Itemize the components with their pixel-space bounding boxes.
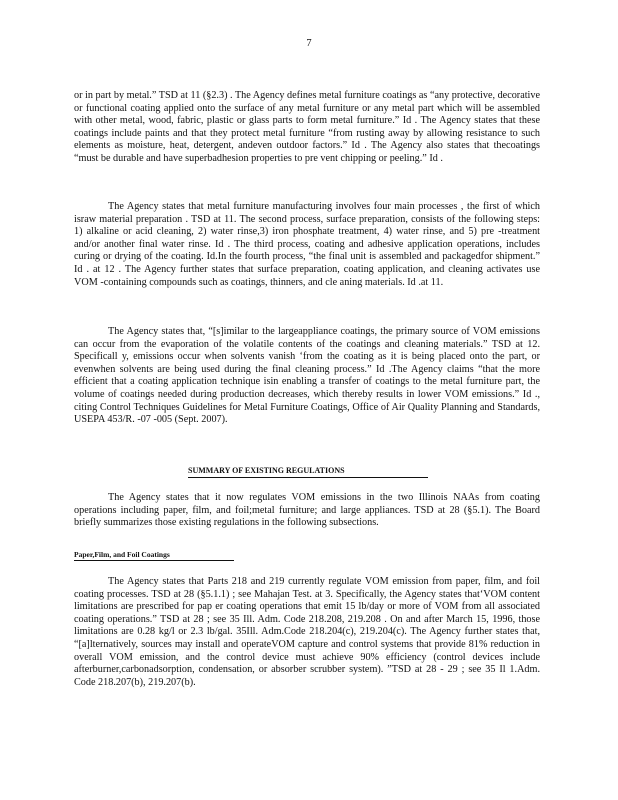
paragraph-voc-emission-sources: The Agency states that, “[s]imilar to the largeappliance coatings, the primary source of VOM emissions can occur from the evaporation of the volatile contents of the coatings and cleaning materials.” TSD at 12. Specificall y, emissions occur when solvents vanish ‘from the coating as it is being placed onto the part, or evenwhen solvents are being used during the final cleaning process.” Id .The Agency claims “that the more efficient that a coating application technique isin enabling a transfer of coatings to the metal furniture part, the volume of coatings needed during production decreases, which thereby results in lower VOM emissions.” Id ., citing Control Techniques Guidelines for Metal Furniture Coatings, Office of Air Quality Planning and Standards, USEPA 453/R. -07 -005 (Sept. 2007).	[74, 326, 540, 426]
section-heading-existing-regulations: SUMMARY OF EXISTING REGULATIONS	[188, 466, 428, 478]
paragraph-manufacturing-processes: The Agency states that metal furniture manufacturing involves four main processes , the first of which israw material preparation . TSD at 11. The second process, surface preparation, consists of the following steps: 1) alkaline or acid cleaning, 2) water rinse,3) iron phosphate treatment, 4) water rinse, and 5) pre -treatment and/or another final water rinse. Id . The third process, coating and adhesive application operations, includes curing or drying of the coating. Id.In the fourth process, “the final unit is assembled and packagedfor shipment.” Id . at 12 . The Agency further states that surface preparation, coating application, and cleaning activates use VOM -containing compounds such as coatings, thinners, and cle aning materials. Id .at 11.	[74, 201, 540, 288]
paragraph-existing-regulations-intro: The Agency states that it now regulates VOM emissions in the two Illinois NAAs from coating operations including paper, film, and foil;metal furniture; and large appliances. TSD at 28 (§5.1). The Board briefly summarizes those existing regulations in the following subsections.	[74, 492, 540, 529]
page-number: 7	[306, 38, 312, 49]
subheading-paper-film-foil: Paper,Film, and Foil Coatings	[74, 550, 234, 561]
paragraph-metal-furniture-coatings-definition: or in part by metal.” TSD at 11 (§2.3) . The Agency defines metal furniture coatings as “any protective, decorative or functional coating applied onto the surface of any metal furniture or any metal part which will be assembled with other metal, wood, fabric, plastic or glass parts to form metal furniture.” Id . The Agency states that these coatings include paints and that they protect metal furniture “from rusting away by allowing resistance to such elements as moisture, heat, detergent, andeven outdoor factors.” Id . The Agency also states that thecoatings “must be durable and have superbadhesion properties to pre vent chipping or peeling.” Id .	[74, 90, 540, 164]
paragraph-paper-film-foil-regulations: The Agency states that Parts 218 and 219 currently regulate VOM emission from paper, film, and foil coating processes. TSD at 28 (§5.1.1) ; see Mahajan Test. at 3. Specifically, the Agency states that‘VOM content limitations are prescribed for pap er coating operations that emit 15 lb/day or more of VOM from all associated coating operations.” TSD at 28 ; see 35 Ill. Adm. Code 218.208, 219.208 . On and after March 15, 1996, those limitations are 0.28 kg/l or 2.3 lb/gal. 35Ill. Adm.Code 218.204(c), 219.204(c). The Agency further states that, “[a]lternatively, sources may install and operateVOM capture and control systems that provide 81% reduction in overall VOM emission, and the control device must achieve 90% efficiency (control devices include afterburner,carbonadsorption, condensation, or absorber scrubber system). ”TSD at 28 - 29 ; see 35 Il 1.Adm. Code 218.207(b), 219.207(b).	[74, 576, 540, 688]
